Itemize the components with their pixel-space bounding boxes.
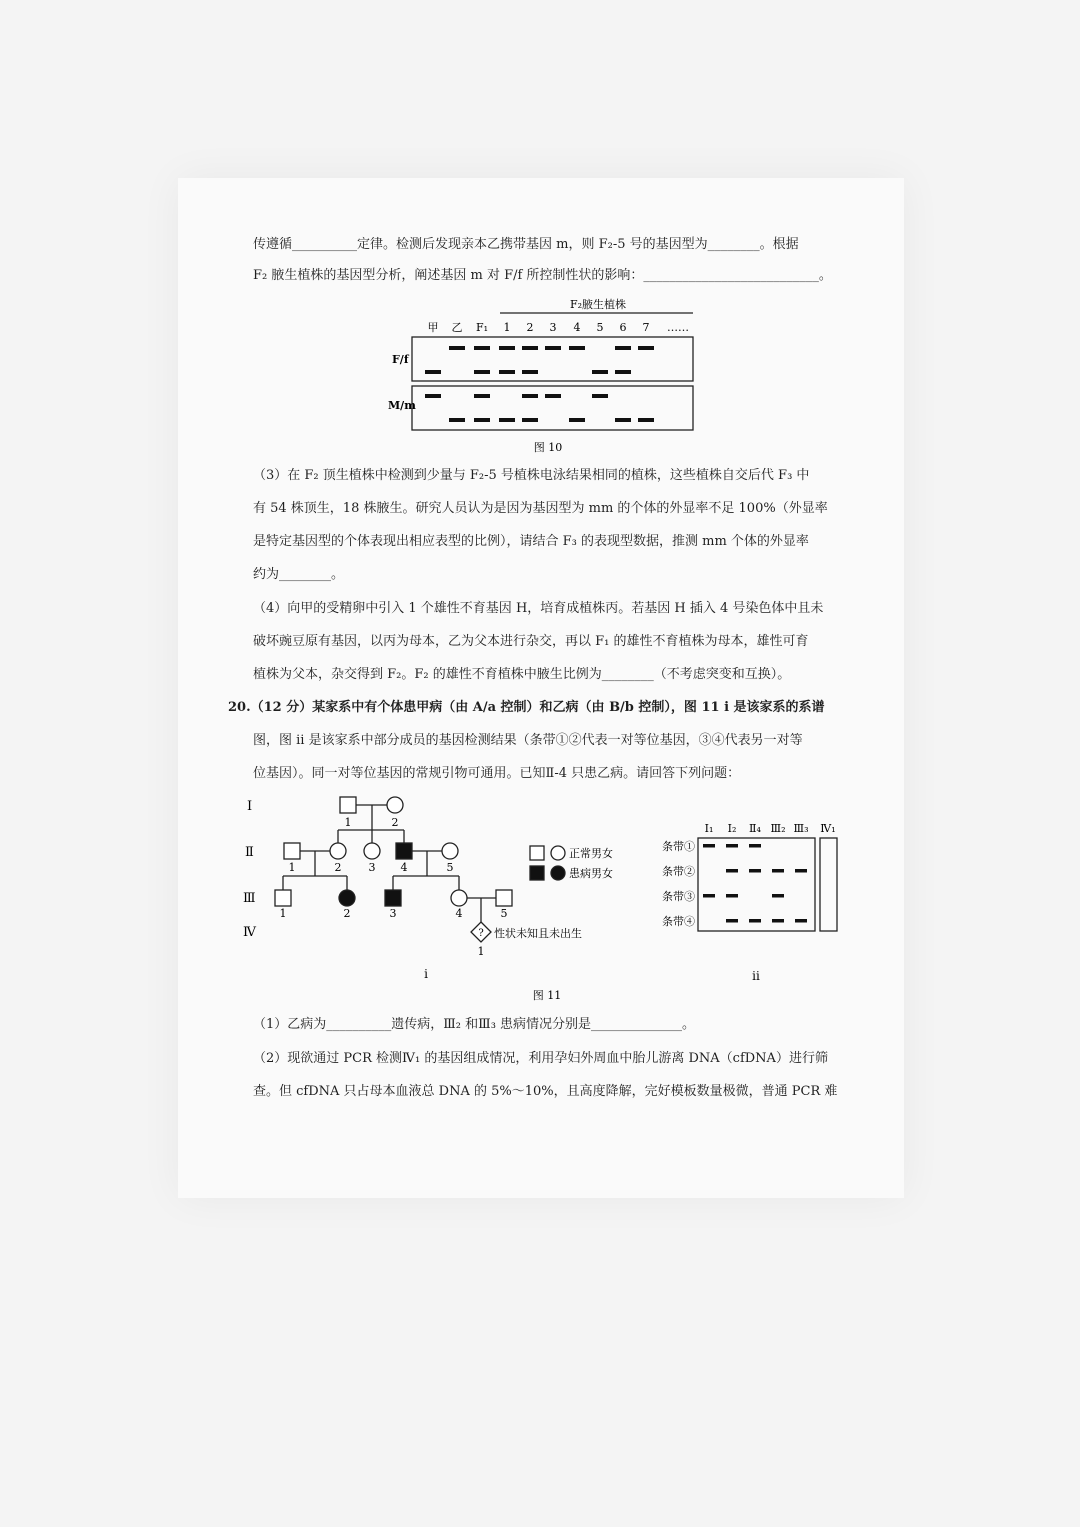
text-line: 植株为父本，杂交得到 F₂。F₂ 的雄性不育植株中腋生比例为________（不考虑突变和互换）。 [253, 667, 791, 682]
female-affected-III2 [339, 890, 355, 906]
band-box [698, 838, 815, 931]
text-line: 破坏豌豆原有基因，以丙为母本，乙为父本进行杂交，再以 F₁ 的雄性不育植株为母本，雄性可育 [253, 634, 809, 649]
lane-label: 3 [549, 321, 557, 334]
gen-label: Ⅱ [245, 845, 254, 860]
gel-band [569, 346, 585, 350]
row-label-ff: F/f [392, 353, 409, 366]
gel-band [615, 370, 631, 374]
gel-band [499, 346, 515, 350]
female-normal-III4 [451, 890, 467, 906]
text-line: 位基因）。同一对等位基因的常规引物可通用。已知Ⅱ-4 只患乙病。请回答下列问题： [253, 766, 741, 781]
lane-label: 5 [596, 321, 604, 334]
lane-label: 2 [526, 321, 534, 334]
svg-text:5: 5 [446, 861, 454, 874]
text-line: （4）向甲的受精卵中引入 1 个雄性不育基因 H，培育成植株丙。若基因 H 插入 4 号染色体中且未 [253, 601, 824, 616]
lane-label: 4 [573, 321, 581, 334]
band-header: Ⅲ₂ [770, 822, 786, 835]
gel-band [522, 418, 538, 422]
text-line: 有 54 株顶生，18 株腋生。研究人员认为是因为基因型为 mm 的个体的外显率不足 100%（外显率 [253, 501, 828, 516]
figure-11 [230, 795, 870, 1005]
male-normal-I1 [340, 797, 356, 813]
band-mark [772, 869, 784, 873]
band-header: Ⅳ₁ [820, 822, 836, 835]
gen-label: Ⅳ [243, 925, 256, 940]
band-mark [726, 869, 738, 873]
sub-label-ii: ii [752, 969, 760, 983]
svg-text:3: 3 [389, 907, 397, 920]
svg-text:5: 5 [500, 907, 508, 920]
lane-labels [428, 321, 690, 334]
text-line: （3）在 F₂ 顶生植株中检测到少量与 F₂-5 号植株电泳结果相同的植株，这些植株自交后代 F₃ 中 [253, 468, 810, 483]
female-normal-II2 [330, 843, 346, 859]
gel-band [425, 370, 441, 374]
figure-11-caption: 图 11 [532, 989, 562, 1002]
band-box-iv1 [820, 838, 837, 931]
svg-text:1: 1 [288, 861, 296, 874]
svg-text:3: 3 [368, 861, 376, 874]
figure-10-caption: 图 10 [533, 441, 563, 454]
band-mark [795, 869, 807, 873]
gel-band [449, 346, 465, 350]
band-mark [749, 869, 761, 873]
band-label: 条带③ [662, 890, 695, 903]
svg-text:2: 2 [343, 907, 351, 920]
gel-band [592, 394, 608, 398]
gel-band [499, 418, 515, 422]
band-header: Ⅰ₁ [704, 822, 714, 835]
question-20-line: 20.（12 分）某家系中有个体患甲病（由 A/a 控制）和乙病（由 B/b 控制），图 11 ⅰ 是该家系的系谱 [228, 700, 825, 715]
female-normal-II3 [364, 843, 380, 859]
male-normal-III1 [275, 890, 291, 906]
band-mark [703, 844, 715, 848]
band-mark [726, 844, 738, 848]
svg-text:4: 4 [400, 861, 408, 874]
row-label-mm: M/m [388, 399, 416, 412]
gel-band [474, 370, 490, 374]
gel-band [522, 346, 538, 350]
f2-header: F₂腋生植株 [569, 298, 627, 311]
band-mark [749, 919, 761, 923]
gel-box-mm [412, 386, 693, 430]
svg-text:2: 2 [391, 816, 399, 829]
legend-normal: 正常男女 [569, 847, 613, 860]
band-mark [795, 919, 807, 923]
unknown-note: 性状未知且未出生 [494, 927, 582, 940]
band-marks [703, 844, 807, 923]
svg-text:4: 4 [455, 907, 463, 920]
lane-label: F₁ [475, 321, 489, 334]
svg-text:1: 1 [477, 945, 485, 958]
gel-band [569, 418, 585, 422]
gel-band [638, 346, 654, 350]
band-header: Ⅲ₃ [793, 822, 809, 835]
gel-band [638, 418, 654, 422]
svg-text:1: 1 [279, 907, 287, 920]
band-mark [726, 894, 738, 898]
svg-text:2: 2 [334, 861, 342, 874]
gel-band [425, 394, 441, 398]
svg-text:1: 1 [344, 816, 352, 829]
text-line: 是特定基因型的个体表现出相应表型的比例），请结合 F₃ 的表现型数据，推测 mm 个体的外显率 [253, 534, 809, 549]
gel-band [499, 370, 515, 374]
text-line: （2）现欲通过 PCR 检测Ⅳ₁ 的基因组成情况，利用孕妇外周血中胎儿游离 DNA（cfDNA）进行筛 [253, 1051, 828, 1066]
gel-band [474, 346, 490, 350]
gel-bands [425, 346, 654, 422]
text-line: 图，图 ⅱ 是该家系中部分成员的基因检测结果（条带①②代表一对等位基因，③④代表另一对等 [253, 733, 803, 748]
band-header: Ⅱ₄ [749, 822, 761, 835]
band-mark [772, 919, 784, 923]
band-mark [749, 844, 761, 848]
band-mark [772, 894, 784, 898]
gel-band [449, 418, 465, 422]
band-mark [703, 894, 715, 898]
band-headers [705, 822, 836, 835]
text-line: （1）乙病为__________遗传病，Ⅲ₂ 和Ⅲ₃ 患病情况分别是______________。 [253, 1017, 696, 1032]
band-labels [662, 839, 695, 928]
text-line: F₂ 腋生植株的基因型分析，阐述基因 m 对 F/f 所控制性状的影响：___________________________。 [253, 268, 832, 283]
band-label: 条带① [662, 840, 695, 853]
lane-label: 1 [503, 321, 511, 334]
gel-band [545, 346, 561, 350]
band-label: 条带④ [662, 915, 695, 928]
lane-label: 甲 [427, 321, 439, 334]
lane-label: 7 [642, 321, 650, 334]
gel-band [522, 394, 538, 398]
band-mark [726, 919, 738, 923]
male-affected-III3 [385, 890, 401, 906]
gel-band [615, 346, 631, 350]
gel-band [522, 370, 538, 374]
gel-box-ff [412, 337, 693, 381]
gel-band [615, 418, 631, 422]
female-normal-II5 [442, 843, 458, 859]
male-normal-III5 [496, 890, 512, 906]
gel-band [592, 370, 608, 374]
gen-label: Ⅲ [243, 891, 256, 906]
lane-label: 6 [619, 321, 627, 334]
female-normal-I2 [387, 797, 403, 813]
lane-label: 乙 [451, 321, 463, 334]
legend-affected: 患病男女 [569, 867, 613, 880]
gel-band [474, 418, 490, 422]
gen-label: Ⅰ [247, 799, 253, 814]
gel-band [474, 394, 490, 398]
text-line: 查。但 cfDNA 只占母本血液总 DNA 的 5%～10%，且高度降解，完好模板数量极微，普通 PCR 难 [253, 1084, 838, 1099]
pedigree-legend [530, 846, 565, 880]
male-normal-II1 [284, 843, 300, 859]
band-header: Ⅰ₂ [727, 822, 737, 835]
text-line: 传遵循__________定律。检测后发现亲本乙携带基因 m，则 F₂-5 号的基因型为________。根据 [253, 237, 799, 252]
male-affected-II4 [396, 843, 412, 859]
gel-band [545, 394, 561, 398]
svg-text:?: ? [478, 928, 484, 939]
text-line: 约为________。 [253, 567, 345, 582]
sub-label-i: i [424, 967, 428, 981]
band-label: 条带② [662, 865, 695, 878]
lane-label: …… [667, 321, 689, 334]
figure-10-gel [370, 292, 710, 462]
